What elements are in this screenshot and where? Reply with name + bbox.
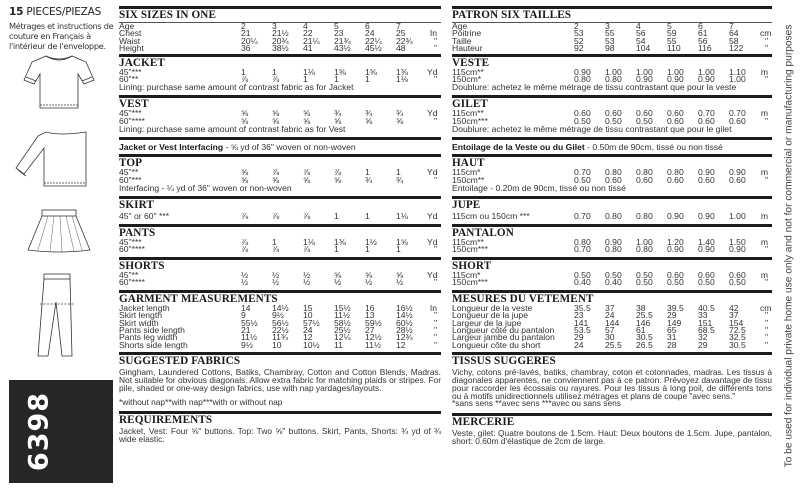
table-row: 150cm*** 0.70 0.80 0.80 0.90 0.90 0.90 "	[452, 244, 768, 255]
section-title: SHORTS	[119, 259, 165, 272]
pieces-count: 15	[9, 6, 24, 18]
table-row: 150cm* 0.80 0.80 0.90 0.90 0.90 1.00 "	[452, 74, 768, 85]
pattern-number: 6398	[23, 391, 55, 472]
pants-illustration-icon	[34, 272, 84, 360]
vest-section	[119, 95, 441, 137]
section-title: GILET	[452, 98, 488, 111]
section-title: VEST	[119, 98, 149, 111]
table-row: Taille 52 53 54 55 56 58 "	[452, 35, 768, 46]
table-row: 115cm* 0.70 0.80 0.80 0.80 0.90 0.90 m	[452, 167, 768, 178]
lining-note: Lining: purchase same amount of contrast fabric as for Jacket	[119, 82, 354, 93]
table-row: 45"*** ⅞ 1 1⅛ 1⅜ 1½ 1⅝ Yd	[119, 237, 438, 248]
table-row: 60"**** ⅞ ⅞ ⅞ 1 1 1 "	[119, 244, 437, 255]
tissus-section	[452, 352, 772, 413]
section-title: PANTS	[119, 227, 156, 240]
table-row: Longueur de la jupe 23 24 25.5 29 33 37 "	[452, 310, 768, 321]
table-row: Longueur côte du short 24 25.5 26.5 28 29 30.5 "	[452, 339, 768, 350]
sizes-section	[119, 6, 441, 54]
table-row: 115cm** 0.60 0.60 0.60 0.60 0.70 0.70 m	[452, 108, 768, 119]
section-title: TOP	[119, 157, 143, 170]
garment-measurements-section	[119, 290, 441, 352]
table-row: Skirt width 55½ 56½ 57½ 58½ 59½ 60½ "	[119, 317, 437, 328]
nap-legend: *sans sens **avec sens ***avec ou sans sens	[452, 398, 621, 409]
pieces-label: PIECES/PIEZAS	[23, 6, 102, 18]
table-row: Pants side length 21 22½ 24 25½ 27 28½ "	[119, 324, 437, 335]
entoilage-section	[452, 137, 772, 154]
table-row: Pants leg width 11½ 11¾ 12 12¼ 12½ 12¾ "	[119, 332, 437, 343]
table-row: Skirt length 9 9½ 10 11½ 13 14½ "	[119, 310, 437, 321]
jacket-illustration-icon	[14, 128, 94, 190]
table-row: Age 2 3 4 5 6 7	[119, 21, 401, 31]
skirt-section	[119, 196, 441, 224]
section-title: GARMENT MEASUREMENTS	[119, 292, 278, 305]
fabrics-text: Vichy, cotons pré-lavés, batiks, chambray, coton et cotonnades, madras. Les tissus à diagonales apparentes, ne conviennent pas à ce patron. Prévoyez davantage de tissu pour raccorder les écossais ou rayures. Pour les tissus à long poil, de différents tons ou à motifs unidirectionnels utilisez métrages et plans de coupe "avec sens."	[452, 367, 772, 401]
section-title: JUPE	[452, 199, 481, 212]
table-row: 45"** ⅝ ⅞ ⅞ ⅞ 1 1 Yd	[119, 167, 438, 178]
shorts-section	[119, 257, 441, 290]
haut-section	[452, 154, 772, 196]
interfacing-note: Interfacing - ¼ yd of 36" woven or non-woven	[119, 183, 292, 194]
table-row: 45"*** 1 1 1⅛ 1⅜ 1⅜ 1⅜ Yd	[119, 66, 438, 77]
disclaimer-text: To be used for individual private home use only and not for commercial or manufacturing purposes	[783, 24, 795, 468]
section-title: TISSUS SUGGERES	[452, 355, 556, 368]
lining-note: Lining: purchase same amount of contrast fabric as for Vest	[119, 124, 346, 135]
top-illustration-icon	[20, 52, 98, 112]
table-row: Longueur de la veste 35.5 37 38 39.5 40.5 42 cm	[452, 302, 772, 313]
left-column	[0, 0, 118, 492]
jacket-section	[119, 54, 441, 96]
french-chart	[452, 6, 772, 447]
table-row: Waist 20¼ 20¾ 21¼ 21¾ 22¼ 22¾ "	[119, 35, 437, 46]
table-row: Age 2 3 4 5 6 7	[452, 21, 734, 31]
veste-section	[452, 54, 772, 96]
table-row: 150cm*** 0.50 0.50 0.50 0.60 0.60 0.60 "	[452, 115, 768, 126]
english-chart	[119, 6, 441, 445]
table-row: 60"**** ⅝ ⅝ ⅝ ⅝ ⅝ ⅝ "	[119, 115, 437, 126]
table-row: 150cm** 0.50 0.60 0.60 0.60 0.60 0.60 "	[452, 174, 768, 185]
section-title: SKIRT	[119, 199, 154, 212]
section-title: HAUT	[452, 157, 485, 170]
table-row: 45"** ½ ½ ½ ⅝ ⅝ ⅝ Yd	[119, 269, 438, 280]
table-row: 115cm ou 150cm *** 0.70 0.80 0.80 0.90 0.90 1.00 m	[452, 211, 768, 222]
section-title: MERCERIE	[452, 416, 515, 429]
table-row: 60"** ⅞ ⅞ 1 1 1 1⅛ "	[119, 74, 437, 85]
table-row: Chest 21 21½ 22 23 24 25 In	[119, 28, 437, 39]
table-row: 115cm** 0.80 0.90 1.00 1.20 1.40 1.50 m	[452, 237, 768, 248]
interfacing-note: Entoilage - 0.20m de 90cm, tissé ou non tissé	[452, 183, 626, 194]
disclaimer-strip	[778, 0, 800, 492]
table-row: Largeur jambe du pantalon 29 30 30.5 31 32 32.5 "	[452, 332, 768, 343]
section-title: SUGGESTED FABRICS	[119, 355, 241, 368]
section-title: PANTALON	[452, 227, 514, 240]
table-row: Longueur côté du pantalon 53.5 57 61 65 68.5 72.5 "	[452, 324, 768, 335]
section-title: VESTE	[452, 56, 490, 69]
section-title: SHORT	[452, 259, 492, 272]
french-instructions-note: Métrages et instructions de couture en Français à l'intérieur de l'enveloppe.	[9, 21, 114, 51]
section-title: MESURES DU VETEMENT	[452, 292, 594, 305]
interfacing-section	[119, 137, 441, 154]
table-row: Largeur de la jupe 141 144 146 149 151 154 "	[452, 317, 768, 328]
table-row: 150cm*** 0.40 0.40 0.50 0.50 0.50 0.50 "	[452, 277, 768, 288]
requirements-section	[119, 411, 441, 445]
table-row: Hauteur 92 98 104 110 116 122 "	[452, 43, 768, 54]
skirt-illustration-icon	[24, 208, 94, 254]
section-title: REQUIREMENTS	[119, 414, 213, 427]
lining-note: Doublure: achetez le même métrage de tissu contrastant que pour le gilet	[452, 124, 732, 135]
short-section	[452, 257, 772, 290]
mercerie-section	[452, 413, 772, 447]
table-row: 115cm* 0.50 0.50 0.50 0.60 0.60 0.60 m	[452, 269, 768, 280]
fabrics-text: Gingham, Laundered Cottons, Batiks, Chambray, Cotton and Cotton Blends, Madras. Not suitable for obvious diagonals. Allow extra fabric for matching plaids or stripes. For pile, shaded or one-way design fabrics, use with nap yardages/layouts.	[119, 367, 441, 393]
table-row: 45" or 60" *** ⅞ ⅞ ⅞ 1 1 1⅛ Yd	[119, 211, 438, 222]
mesures-section	[452, 290, 772, 352]
jupe-section	[452, 196, 772, 224]
table-row: Poitrine 53 55 56 59 61 64 cm	[452, 28, 772, 39]
table-row: 45"*** ⅝ ⅝ ⅝ ¾ ¾ ¾ Yd	[119, 108, 438, 119]
section-title: SIX SIZES IN ONE	[119, 9, 217, 21]
top-section	[119, 154, 441, 196]
section-title: JACKET	[119, 56, 165, 69]
lining-note: Doublure: achetez le même métrage de tissu contrastant que pour la veste	[452, 82, 737, 93]
table-row: Jacket length 14 14½ 15 15½ 16 16½ In	[119, 302, 437, 313]
table-row: 60"*** ⅝ ⅝ ⅝ ⅝ ¾ ¾ "	[119, 174, 437, 185]
pantalon-section	[452, 224, 772, 257]
tailles-section	[452, 6, 772, 54]
interfacing-line: Entoilage de la Veste ou du Gilet - 0.50m de 90cm, tissé ou non tissé	[452, 142, 723, 153]
interfacing-line: Jacket or Vest Interfacing - ⅝ yd of 36" woven or non-woven	[119, 142, 356, 153]
table-row: Shorts side length 9½ 10 10½ 11 11½ 12 "	[119, 339, 437, 350]
table-row: Height 36 38½ 41 43½ 45½ 48 "	[119, 43, 437, 54]
pattern-number-box	[9, 380, 113, 483]
table-row: 115cm** 0.90 1.00 1.00 1.00 1.00 1.10 m	[452, 66, 768, 77]
pants-section	[119, 224, 441, 257]
section-title: PATRON SIX TAILLES	[452, 9, 572, 21]
requirements-text: Jacket, Vest: Four ⅝" buttons. Top: Two ⅝" buttons. Skirt, Pants, Shorts: ¾ yd of ¾ wide elastic.	[119, 426, 441, 445]
gilet-section	[452, 95, 772, 137]
table-row: 60"**** ½ ½ ½ ½ ½ ½ "	[119, 277, 437, 288]
pieces-count-heading	[9, 6, 101, 18]
suggested-fabrics-section	[119, 352, 441, 411]
requirements-text: Veste, gilet: Quatre boutons de 1.5cm. Haut: Deux boutons de 1.5cm. Jupe, pantalon, short: 0.60m d'élastique de 2cm de large.	[452, 428, 772, 446]
nap-legend: *without nap**with nap***with or without nap	[119, 396, 283, 407]
